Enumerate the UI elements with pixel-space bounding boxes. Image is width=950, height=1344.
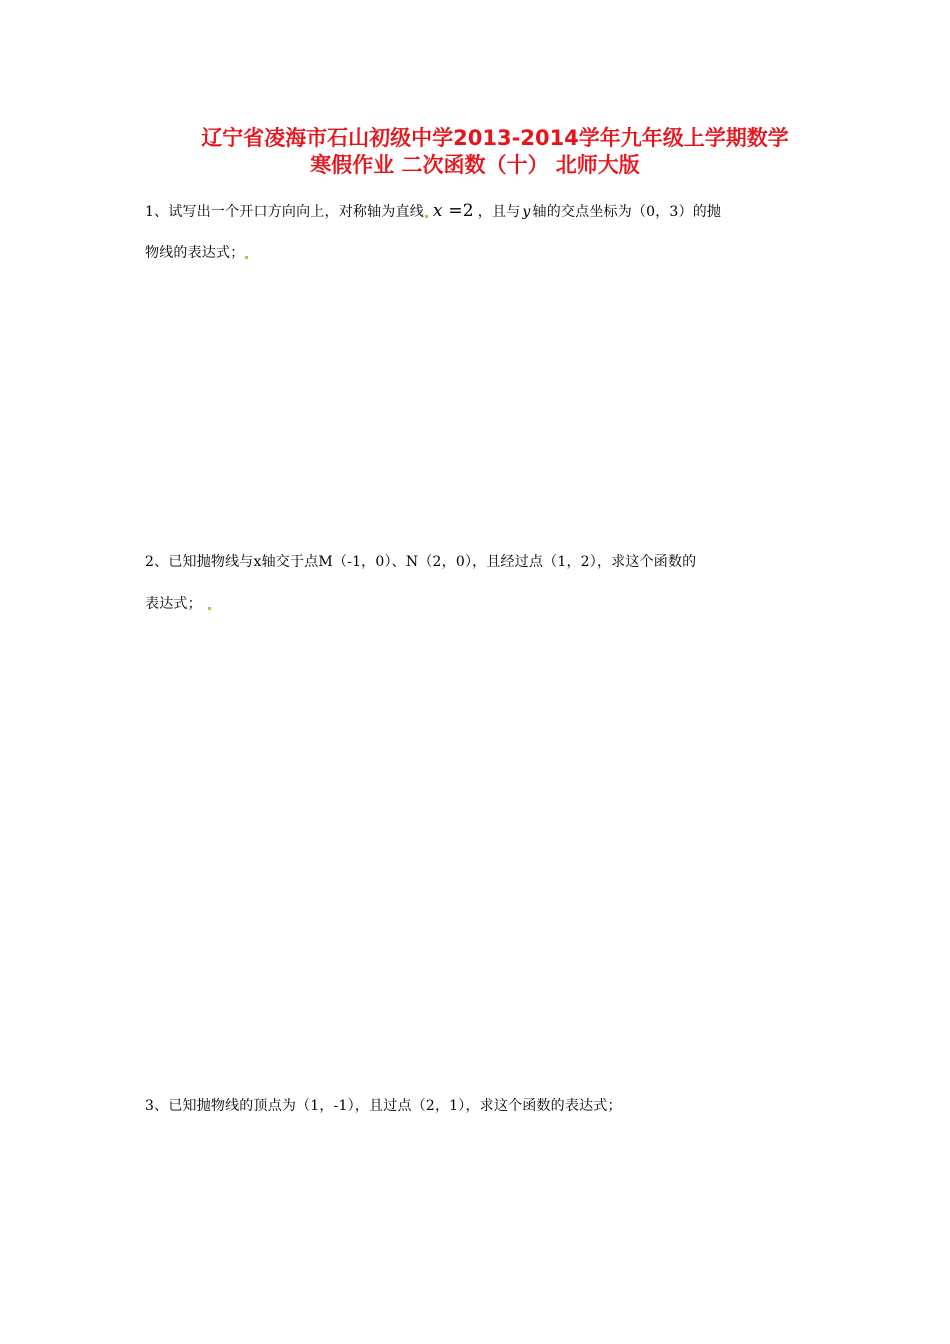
math-equals-two: =2 <box>442 201 474 221</box>
question-2-text-a: 已知抛物线与x轴交于点M（-1，0）、N（2，0），且经过点（1，2），求这个函数的 <box>168 554 697 570</box>
question-1-text-c: 轴的交点坐标为（0，3）的抛 <box>532 204 722 220</box>
document-title-line-2: 寒假作业 二次函数（十） 北师大版 <box>310 153 640 177</box>
marker-dot <box>245 256 248 259</box>
document-title-line-1: 辽宁省凌海市石山初级中学2013-2014学年九年级上学期数学 <box>201 126 789 150</box>
question-1-text-a: 试写出一个开口方向向上，对称轴为直线 <box>168 204 424 220</box>
question-2-number: 2、 <box>145 554 169 570</box>
question-1-text-b: ，且与 <box>477 204 521 220</box>
marker-dot <box>208 607 211 610</box>
question-3-line-1 <box>145 1096 622 1116</box>
math-variable-y: y <box>522 204 531 220</box>
math-variable-x: x <box>432 201 443 221</box>
question-1-line-2 <box>145 243 249 263</box>
question-3-text-a: 已知抛物线的顶点为（1，-1），且过点（2，1），求这个函数的表达式； <box>168 1098 622 1114</box>
question-1-text-d: 物线的表达式； <box>145 245 245 261</box>
question-1-line-1 <box>145 201 721 222</box>
question-1-number: 1、 <box>145 204 169 220</box>
question-1-math-expression <box>429 201 478 221</box>
marker-dot <box>425 215 428 218</box>
question-2-line-2 <box>145 594 212 614</box>
question-2-text-b: 表达式； <box>145 596 202 612</box>
question-3-number: 3、 <box>145 1098 169 1114</box>
question-2-line-1 <box>145 552 696 572</box>
